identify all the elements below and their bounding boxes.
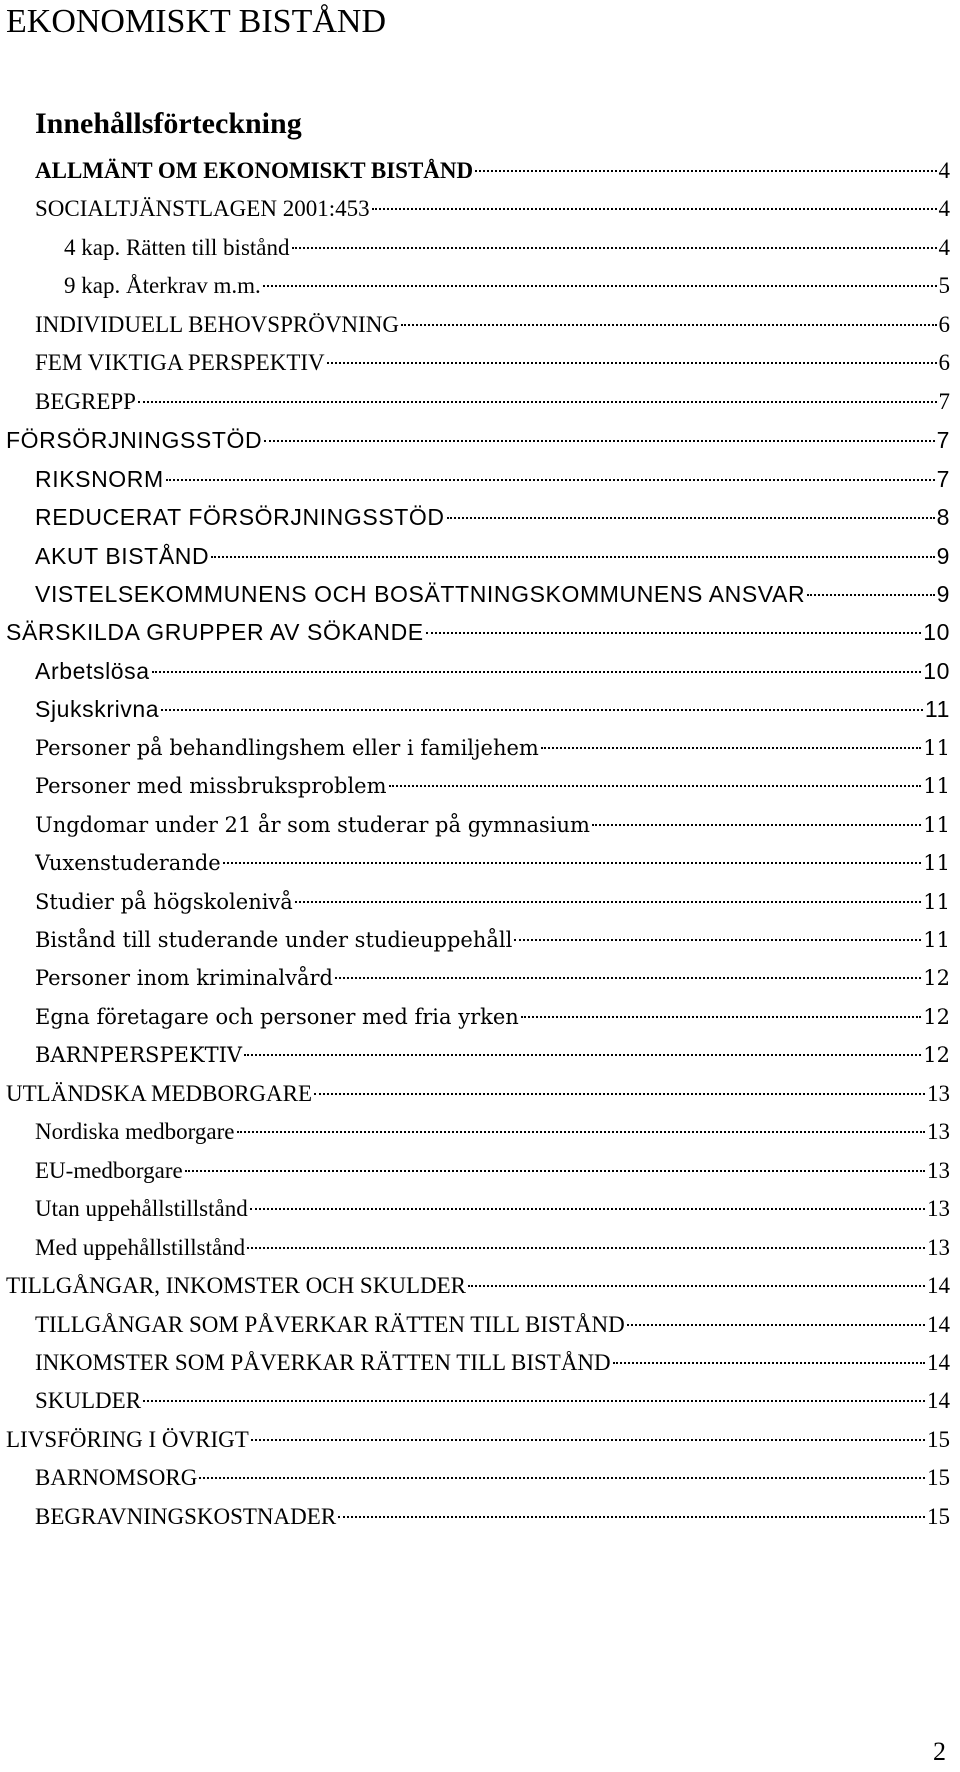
toc-entry-page: 14 bbox=[927, 1311, 950, 1337]
toc-entry-page: 12 bbox=[923, 1004, 950, 1029]
dot-leader bbox=[389, 785, 922, 787]
toc-entry-label: FÖRSÖRJNINGSSTÖD bbox=[6, 427, 263, 454]
toc-entry-label: BARNPERSPEKTIV bbox=[35, 1043, 243, 1068]
toc-entry-page: 4 bbox=[938, 196, 950, 222]
dot-leader bbox=[211, 556, 934, 558]
toc-entry-label: SKULDER bbox=[35, 1388, 142, 1414]
toc-entry-label: BARNOMSORG bbox=[35, 1465, 198, 1491]
toc-entry-label: EU-medborgare bbox=[35, 1157, 183, 1183]
toc-entry[interactable] bbox=[6, 424, 950, 456]
toc-entry[interactable] bbox=[35, 924, 950, 956]
dot-leader bbox=[426, 632, 921, 634]
toc-entry-page: 13 bbox=[927, 1196, 950, 1222]
toc-entry[interactable] bbox=[35, 693, 950, 725]
dot-leader bbox=[521, 1016, 921, 1018]
toc-entry-label: TILLGÅNGAR SOM PÅVERKAR RÄTTEN TILL BISTÅND bbox=[35, 1311, 625, 1337]
toc-entry-page: 5 bbox=[938, 273, 950, 299]
toc-entry[interactable] bbox=[35, 732, 950, 764]
toc-entry-label: 4 kap. Rätten till bistånd bbox=[64, 234, 290, 260]
toc-entry-page: 13 bbox=[927, 1234, 950, 1260]
toc-entry[interactable] bbox=[35, 1501, 950, 1533]
toc-entry[interactable] bbox=[35, 193, 950, 225]
dot-leader bbox=[138, 401, 937, 403]
toc-entry-page: 12 bbox=[923, 1043, 950, 1068]
toc-entry-label: UTLÄNDSKA MEDBORGARE bbox=[6, 1080, 313, 1106]
dot-leader bbox=[161, 709, 923, 711]
dot-leader bbox=[250, 1208, 925, 1210]
toc-entry-label: BEGRAVNINGSKOSTNADER bbox=[35, 1503, 337, 1529]
toc-entry-label: Med uppehållstillstånd bbox=[35, 1234, 246, 1260]
toc-entry[interactable] bbox=[35, 1462, 950, 1494]
toc-entry[interactable] bbox=[6, 1270, 950, 1302]
toc-entry-label: INDIVIDUELL BEHOVSPRÖVNING bbox=[35, 311, 399, 337]
toc-entry-label: BEGREPP bbox=[35, 388, 136, 414]
toc-entry-label: FEM VIKTIGA PERSPEKTIV bbox=[35, 350, 325, 376]
dot-leader bbox=[514, 939, 921, 941]
dot-leader bbox=[263, 285, 937, 287]
toc-entry-label: REDUCERAT FÖRSÖRJNINGSSTÖD bbox=[35, 504, 445, 531]
toc-entry[interactable] bbox=[35, 540, 950, 572]
toc-entry-label: Bistånd till studerande under studieuppehåll bbox=[35, 928, 513, 952]
toc-entry-label: Arbetslösa bbox=[35, 657, 150, 684]
toc-entry-label: LIVSFÖRING I ÖVRIGT bbox=[6, 1426, 249, 1452]
toc-entry[interactable] bbox=[35, 1155, 950, 1187]
toc-entry[interactable] bbox=[35, 386, 950, 418]
toc-entry[interactable] bbox=[35, 1193, 950, 1225]
dot-leader bbox=[592, 824, 921, 826]
dot-leader bbox=[152, 671, 922, 673]
toc-entry[interactable] bbox=[35, 1309, 950, 1341]
dot-leader bbox=[185, 1170, 925, 1172]
dot-leader bbox=[143, 1400, 925, 1402]
toc-entry-page: 9 bbox=[936, 542, 950, 569]
toc-entry-label: 9 kap. Återkrav m.m. bbox=[64, 273, 261, 299]
toc-entry[interactable] bbox=[35, 809, 950, 841]
dot-leader bbox=[166, 479, 935, 481]
toc-entry-label: TILLGÅNGAR, INKOMSTER OCH SKULDER bbox=[6, 1273, 466, 1299]
toc-entry[interactable] bbox=[35, 655, 950, 687]
dot-leader bbox=[223, 862, 922, 864]
toc-entry-page: 11 bbox=[923, 928, 950, 952]
toc-entry-label: SOCIALTJÄNSTLAGEN 2001:453 bbox=[35, 196, 370, 222]
toc-entry-page: 11 bbox=[923, 774, 950, 799]
dot-leader bbox=[251, 1439, 925, 1441]
dot-leader bbox=[292, 247, 937, 249]
toc-entry-page: 4 bbox=[938, 234, 950, 260]
toc-entry-label: Sjukskrivna bbox=[35, 696, 160, 723]
dot-leader bbox=[807, 594, 934, 596]
dot-leader bbox=[541, 747, 921, 749]
dot-leader bbox=[295, 901, 921, 903]
toc-entry-label: Personer med missbruksproblem bbox=[35, 774, 387, 799]
toc-entry-page: 11 bbox=[923, 851, 950, 876]
document-title: EKONOMISKT BISTÅND bbox=[6, 3, 386, 40]
toc-entry-page: 4 bbox=[938, 158, 950, 183]
dot-leader bbox=[327, 362, 937, 364]
toc-entry-label: RIKSNORM bbox=[35, 465, 164, 492]
toc-entry-page: 15 bbox=[927, 1426, 950, 1452]
toc-entry-label: Personer på behandlingshem eller i familjehem bbox=[35, 735, 539, 760]
toc-entry-label: Ungdomar under 21 år som studerar på gymnasium bbox=[35, 812, 590, 837]
toc-entry-page: 14 bbox=[927, 1273, 950, 1299]
toc-entry-page: 11 bbox=[923, 735, 950, 760]
toc-entry-page: 13 bbox=[927, 1157, 950, 1183]
dot-leader bbox=[475, 170, 936, 172]
toc-entry[interactable] bbox=[6, 616, 950, 648]
toc-entry[interactable] bbox=[35, 1001, 950, 1033]
toc-entry[interactable] bbox=[35, 1116, 950, 1148]
toc-entry[interactable] bbox=[35, 886, 950, 918]
toc-entry-page: 14 bbox=[927, 1388, 950, 1414]
toc-entry-label: INKOMSTER SOM PÅVERKAR RÄTTEN TILL BISTÅND bbox=[35, 1349, 611, 1375]
dot-leader bbox=[264, 440, 934, 442]
toc-entry-page: 15 bbox=[927, 1465, 950, 1491]
toc-entry[interactable] bbox=[35, 309, 950, 341]
dot-leader bbox=[335, 977, 921, 979]
dot-leader bbox=[627, 1324, 925, 1326]
dot-leader bbox=[338, 1516, 925, 1518]
toc-entry-page: 12 bbox=[923, 966, 950, 991]
toc-entry-page: 9 bbox=[936, 580, 950, 607]
page-number: 2 bbox=[933, 1737, 946, 1766]
toc-entry[interactable] bbox=[35, 962, 950, 994]
toc-entry-label: Nordiska medborgare bbox=[35, 1119, 235, 1145]
toc-entry[interactable] bbox=[35, 1347, 950, 1379]
toc-entry[interactable] bbox=[35, 770, 950, 802]
dot-leader bbox=[613, 1362, 925, 1364]
toc-entry-page: 11 bbox=[924, 696, 950, 723]
toc-entry[interactable] bbox=[35, 347, 950, 379]
toc-entry[interactable] bbox=[35, 1385, 950, 1417]
dot-leader bbox=[401, 324, 937, 326]
toc-heading: Innehållsförteckning bbox=[35, 107, 302, 140]
toc-entry-page: 15 bbox=[927, 1503, 950, 1529]
dot-leader bbox=[447, 517, 935, 519]
toc-entry[interactable] bbox=[35, 501, 950, 533]
toc-entry-page: 13 bbox=[927, 1080, 950, 1106]
toc-entry-page: 11 bbox=[923, 812, 950, 837]
toc-entry-page: 7 bbox=[938, 388, 950, 414]
toc-entry-page: 8 bbox=[936, 504, 950, 531]
toc-entry-page: 7 bbox=[936, 427, 950, 454]
toc-entry-page: 10 bbox=[923, 619, 950, 646]
toc-entry-page: 11 bbox=[923, 889, 950, 914]
toc-entry-label: Studier på högskolenivå bbox=[35, 889, 293, 914]
toc-entry[interactable] bbox=[35, 578, 950, 610]
toc-entry-label: AKUT BISTÅND bbox=[35, 542, 210, 569]
toc-entry-label: VISTELSEKOMMUNENS OCH BOSÄTTNINGSKOMMUNENS ANSVAR bbox=[35, 580, 806, 607]
toc-entry-label: Egna företagare och personer med fria yrken bbox=[35, 1004, 519, 1029]
toc-entry[interactable] bbox=[6, 1424, 950, 1456]
toc-entry-page: 13 bbox=[927, 1119, 950, 1145]
dot-leader bbox=[237, 1131, 926, 1133]
toc-entry[interactable] bbox=[35, 463, 950, 495]
dot-leader bbox=[314, 1093, 925, 1095]
toc-entry[interactable] bbox=[35, 847, 950, 879]
toc-entry-label: SÄRSKILDA GRUPPER AV SÖKANDE bbox=[6, 619, 424, 646]
dot-leader bbox=[247, 1247, 925, 1249]
toc-entry-page: 14 bbox=[927, 1349, 950, 1375]
toc-entry-label: ALLMÄNT OM EKONOMISKT BISTÅND bbox=[35, 158, 474, 183]
toc-entry[interactable] bbox=[35, 1039, 950, 1071]
toc-entry[interactable] bbox=[64, 270, 950, 302]
toc-entry-page: 6 bbox=[938, 350, 950, 376]
toc-entry-page: 10 bbox=[923, 657, 950, 684]
toc-entry-page: 6 bbox=[938, 311, 950, 337]
toc-entry-label: Personer inom kriminalvård bbox=[35, 966, 333, 991]
toc-entry-page: 7 bbox=[936, 465, 950, 492]
toc-entry-label: Utan uppehållstillstånd bbox=[35, 1196, 248, 1222]
dot-leader bbox=[244, 1054, 921, 1056]
dot-leader bbox=[372, 208, 937, 210]
dot-leader bbox=[199, 1477, 925, 1479]
toc-entry[interactable] bbox=[64, 232, 950, 264]
toc-entry-label: Vuxenstuderande bbox=[35, 851, 221, 876]
toc-entry[interactable] bbox=[6, 1078, 950, 1110]
dot-leader bbox=[468, 1285, 925, 1287]
toc-entry[interactable] bbox=[35, 155, 950, 187]
toc-entry[interactable] bbox=[35, 1232, 950, 1264]
